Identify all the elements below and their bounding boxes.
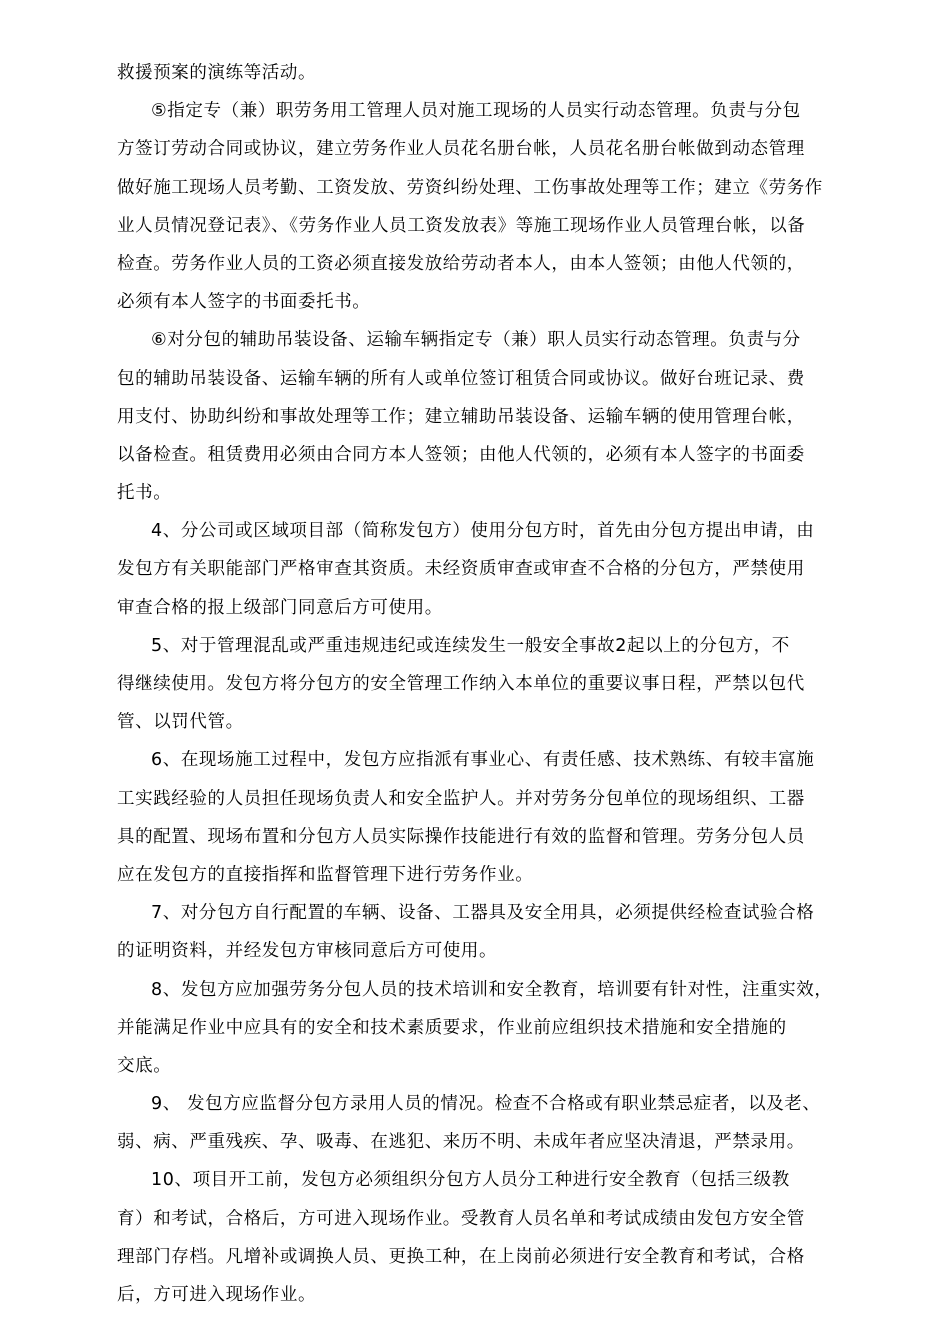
text-line: 育）和考试，合格后，方可进入现场作业。受教育人员名单和考试成绩由发包方安全管 [117,1208,805,1229]
text-line: 以备检查。租赁费用必须由合同方本人签领；由他人代领的，必须有本人签字的书面委 [117,444,805,465]
text-line: 必须有本人签字的书面委托书。 [117,292,371,313]
text-line: 弱、病、严重残疾、孕、吸毒、在逃犯、来历不明、未成年者应坚决清退，严禁录用。 [117,1132,805,1153]
text-line: 审查合格的报上级部门同意后方可使用。 [117,597,443,618]
text-line: 并能满足作业中应具有的安全和技术素质要求，作业前应组织技术措施和安全措施的 [117,1017,787,1038]
text-line: 5、对于管理混乱或严重违规违纪或连续发生一般安全事故2起以上的分包方，不 [151,635,790,656]
text-line: 用支付、协助纠纷和事故处理等工作；建立辅助吊装设备、运输车辆的使用管理台帐， [117,406,805,427]
text-line: 应在发包方的直接指挥和监督管理下进行劳务作业。 [117,864,534,885]
text-line: 发包方有关职能部门严格审查其资质。未经资质审查或审查不合格的分包方，严禁使用 [117,559,805,580]
text-line: 工实践经验的人员担任现场负责人和安全监护人。并对劳务分包单位的现场组织、工器 [117,788,805,809]
document-body [117,54,835,1314]
text-line: 6、在现场施工过程中，发包方应指派有事业心、有责任感、技术熟练、有较丰富施 [151,750,815,771]
text-line: 做好施工现场人员考勤、工资发放、劳资纠纷处理、工伤事故处理等工作；建立《劳务作 [117,177,823,198]
paragraph [117,321,835,512]
paragraph [117,92,835,321]
text-line: ⑤指定专（兼）职劳务用工管理人员对施工现场的人员实行动态管理。负责与分包 [151,101,801,122]
text-line: 后，方可进入现场作业。 [117,1285,317,1305]
text-line: 业人员情况登记表》、《劳务作业人员工资发放表》等施工现场作业人员管理台帐，以备 [117,215,806,236]
text-line: 包的辅助吊装设备、运输车辆的所有人或单位签订租赁合同或协议。做好台班记录、费 [117,368,805,389]
text-line: 10、项目开工前，发包方必须组织分包方人员分工种进行安全教育（包括三级教 [151,1170,790,1191]
text-line: 方签订劳动合同或协议，建立劳务作业人员花名册台帐，人员花名册台帐做到动态管理 [117,139,805,160]
text-line: 7、对分包方自行配置的车辆、设备、工器具及安全用具，必须提供经检查试验合格 [151,903,815,924]
paragraph [117,627,835,742]
paragraph [117,894,835,970]
paragraph [117,512,835,627]
text-line: 检查。劳务作业人员的工资必须直接发放给劳动者本人，由本人签领；由他人代领的， [117,253,805,274]
text-line: ⑥对分包的辅助吊装设备、运输车辆指定专（兼）职人员实行动态管理。负责与分 [151,330,801,351]
text-line: 8、发包方应加强劳务分包人员的技术培训和安全教育，培训要有针对性，注重实效， [151,979,833,1000]
paragraph [117,1085,835,1161]
text-line: 托书。 [117,483,172,504]
text-line: 4、分公司或区域项目部（简称发包方）使用分包方时，首先由分包方提出申请，由 [151,521,815,542]
text-line: 得继续使用。发包方将分包方的安全管理工作纳入本单位的重要议事日程，严禁以包代 [117,674,805,694]
text-line: 交底。 [117,1055,172,1076]
text-line: 9、 发包方应监督分包方录用人员的情况。检查不合格或有职业禁忌症者，以及老、 [151,1094,821,1115]
paragraph [117,741,835,894]
text-line: 具的配置、现场布置和分包方人员实际操作技能进行有效的监督和管理。劳务分包人员 [117,826,805,847]
text-line: 救援预案的演练等活动。 [117,63,317,83]
paragraph [117,1161,835,1314]
text-line: 理部门存档。凡增补或调换人员、更换工种，在上岗前必须进行安全教育和考试，合格 [117,1246,805,1267]
paragraph [117,54,835,92]
text-line: 管、以罚代管。 [117,712,244,733]
text-line: 的证明资料，并经发包方审核同意后方可使用。 [117,941,498,962]
paragraph [117,971,835,1086]
